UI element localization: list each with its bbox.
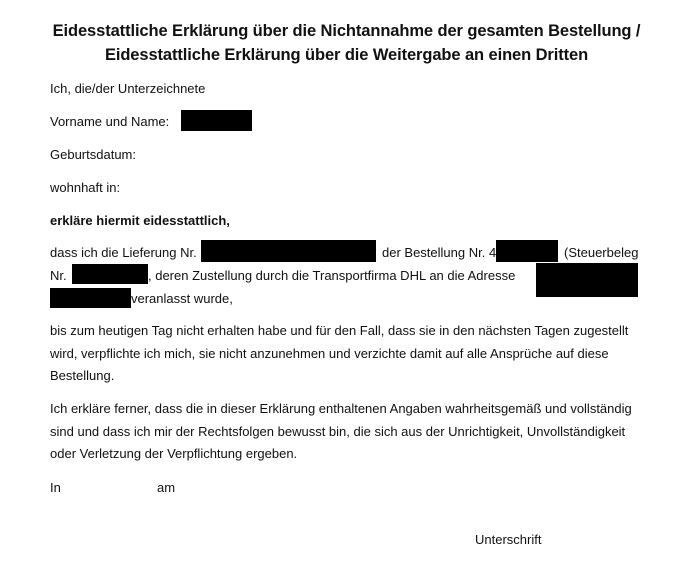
paragraph-affirmation: Ich erkläre ferner, dass die in dieser Erklärung enthaltenen Angaben wahrheitsgemäß und vollständig sind und dass ich mir der Rechtsfolgen bewusst bin, die sich aus der Unrichtigkeit, Unvollständigkeit oder Verletzung der Verpflichtung ergeben. bbox=[50, 401, 632, 461]
delivery-number-redaction bbox=[201, 240, 376, 262]
document-title-line-1: Eidesstattliche Erklärung über die Nichtannahme der gesamten Bestellung / bbox=[52, 22, 641, 40]
address-redaction-1 bbox=[536, 263, 638, 297]
name-label: Vorname und Name: bbox=[50, 114, 170, 129]
receipt-number-redaction bbox=[72, 264, 148, 284]
delivery-text-part-5: , deren Zustellung durch die Transportfirma DHL an die Adresse bbox=[148, 268, 516, 283]
intro-text: Ich, die/der Unterzeichnete bbox=[50, 81, 206, 96]
address-redaction-2 bbox=[50, 288, 131, 308]
document-title-line-2: Eidesstattliche Erklärung über die Weitergabe an einen Dritten bbox=[104, 46, 589, 64]
delivery-text-part-1: dass ich die Lieferung Nr. bbox=[50, 245, 197, 260]
declaration-text: erkläre hiermit eidesstattlich, bbox=[50, 213, 230, 228]
signature-label: Unterschrift bbox=[475, 532, 542, 547]
order-number-redaction bbox=[496, 240, 558, 262]
place-label: In bbox=[50, 480, 61, 495]
date-label: am bbox=[157, 480, 176, 495]
delivery-text-part-3: (Steuerbeleg bbox=[564, 245, 639, 260]
paragraph-non-receipt: bis zum heutigen Tag nicht erhalten habe und für den Fall, dass sie in den nächsten Tagen zugestellt wird, verpflichte ich mich, sie nicht anzunehmen und verzichte damit auf alle Ansprüche auf diese Bestellung. bbox=[50, 323, 629, 383]
delivery-text-part-2: der Bestellung Nr. 4 bbox=[382, 245, 497, 260]
delivery-text-part-6: veranlasst wurde, bbox=[131, 291, 233, 306]
address-label: wohnhaft in: bbox=[50, 180, 121, 195]
name-redaction bbox=[181, 110, 252, 131]
birthdate-label: Geburtsdatum: bbox=[50, 147, 136, 162]
delivery-text-part-4: Nr. bbox=[50, 268, 67, 283]
